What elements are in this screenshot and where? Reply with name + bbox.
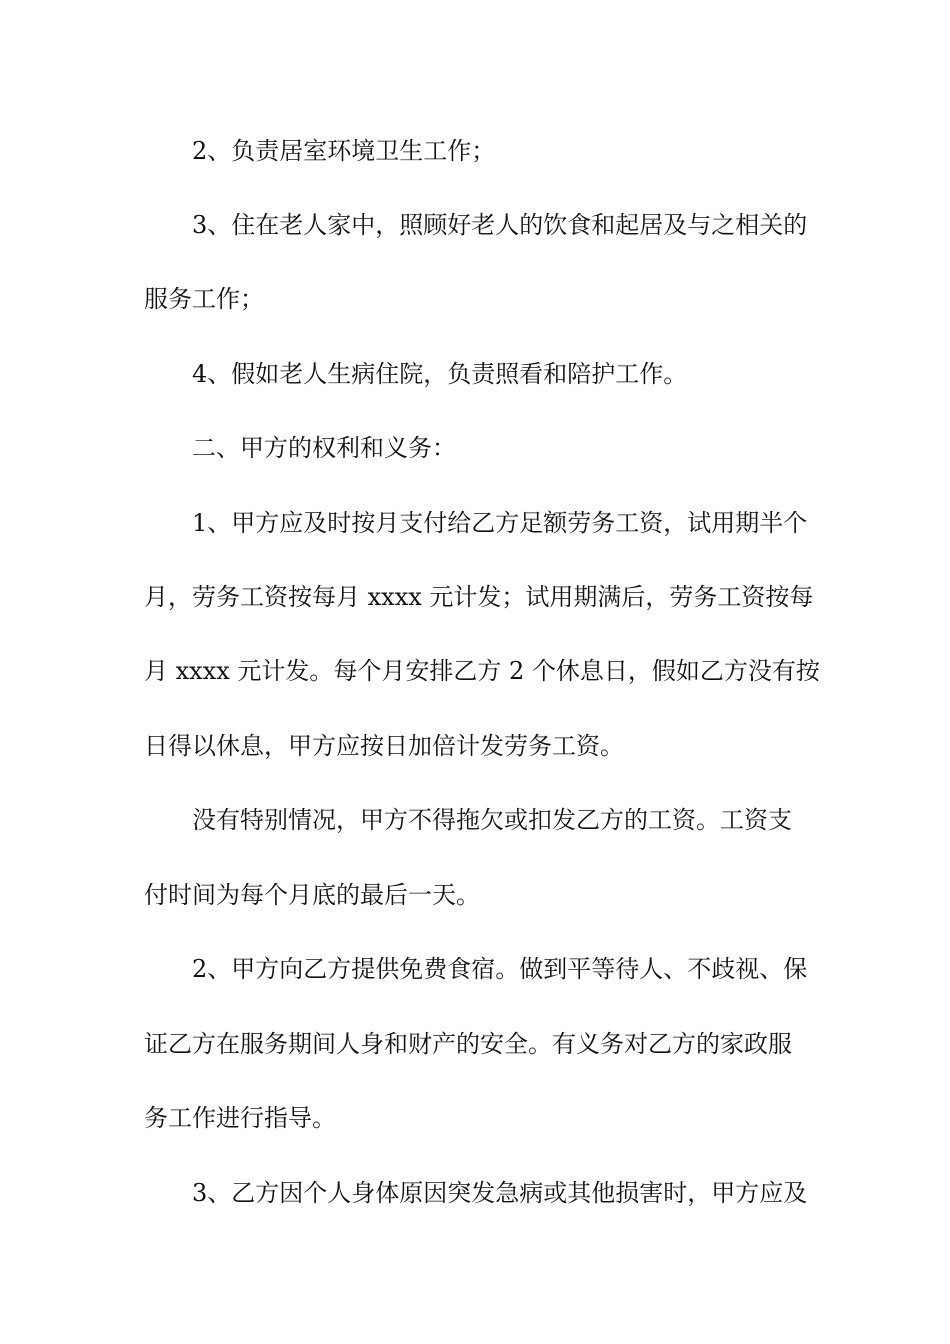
text-line: 日得以休息，甲方应按日加倍计发劳务工资。 bbox=[144, 732, 624, 760]
text-line: 2、负责居室环境卫生工作； bbox=[192, 137, 496, 165]
text-line: 务工作进行指导。 bbox=[144, 1104, 336, 1132]
section-heading: 二、甲方的权利和义务： bbox=[192, 434, 456, 462]
text-line: 4、假如老人生病住院，负责照看和陪护工作。 bbox=[192, 360, 688, 388]
text-line: 月，劳务工资按每月 xxxx 元计发；试用期满后，劳务工资按每 bbox=[144, 583, 814, 611]
text-line: 月 xxxx 元计发。每个月安排乙方 2 个休息日，假如乙方没有按 bbox=[144, 657, 820, 685]
text-line: 3、乙方因个人身体原因突发急病或其他损害时，甲方应及 bbox=[192, 1179, 808, 1207]
text-line: 没有特别情况，甲方不得拖欠或扣发乙方的工资。工资支 bbox=[192, 806, 792, 834]
text-line: 服务工作； bbox=[144, 285, 264, 313]
text-line: 3、住在老人家中，照顾好老人的饮食和起居及与之相关的 bbox=[192, 211, 808, 239]
text-line: 1、甲方应及时按月支付给乙方足额劳务工资，试用期半个 bbox=[192, 509, 808, 537]
text-line: 付时间为每个月底的最后一天。 bbox=[144, 881, 480, 909]
text-line: 2、甲方向乙方提供免费食宿。做到平等待人、不歧视、保 bbox=[192, 955, 808, 983]
text-line: 证乙方在服务期间人身和财产的安全。有义务对乙方的家政服 bbox=[144, 1030, 792, 1058]
